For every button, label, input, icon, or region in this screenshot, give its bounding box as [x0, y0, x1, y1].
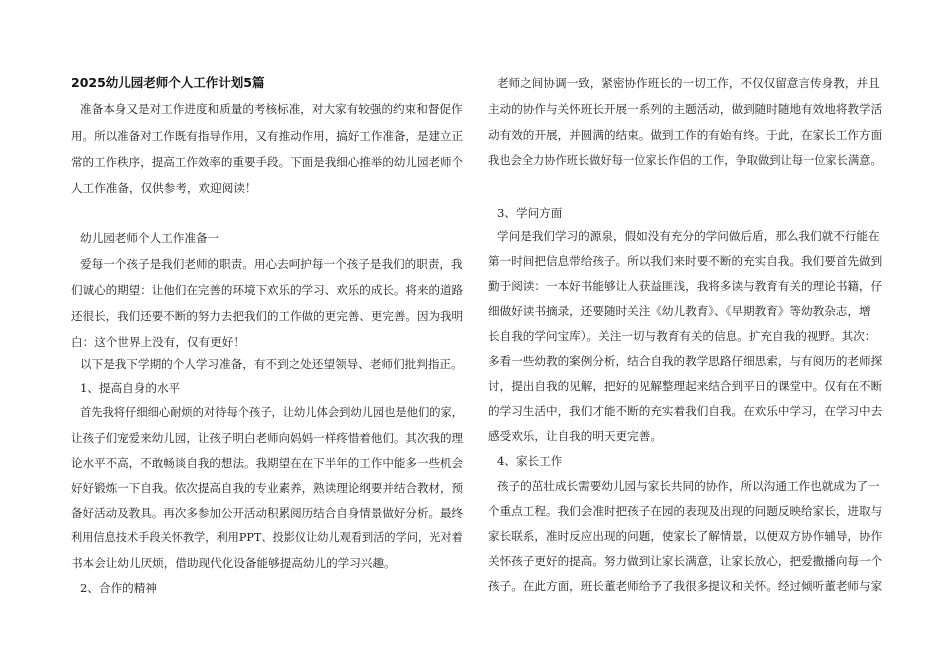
- paragraph-line: 们诚心的期望：让他们在完善的环境下欢乐的学习、欢乐的成长。将来的道路: [71, 283, 464, 297]
- intro-line: 准备本身又是对工作进度和质量的考核标准，对大家有较强的约束和督促作: [80, 102, 463, 116]
- paragraph-line: 还很长，我们还要不断的努力去把我们的工作做的更完善、更完善。因为我明: [71, 309, 464, 323]
- paragraph-line: 个重点工程。我们会准时把孩子在园的表现及出现的问题反映给家长，进取与: [488, 504, 883, 518]
- paragraph-line: 讨，提出自我的见解，把好的见解整理起来结合到平日的课堂中。仅有在不断: [488, 379, 883, 393]
- intro-line: 人工作准备，仅供参考，欢迎阅读！: [71, 181, 257, 195]
- paragraph-line: 细做好读书摘录，还要随时关注《幼儿教育》、《早期教育》等幼教杂志，增: [488, 304, 871, 318]
- paragraph-line: 让孩子们宠爱来幼儿园，让孩子明白老师向妈妈一样疼惜着他们。其次我的理: [71, 431, 464, 445]
- intro-line: 用。所以准备对工作既有指导作用，又有推动作用，搞好工作准备，是建立正: [71, 129, 464, 143]
- section-heading: 幼儿园老师个人工作准备一: [80, 231, 220, 245]
- paragraph-line: 我也会全力协作班长做好每一位家长作侣的工作，争取做到让每一位家长满意。: [488, 154, 882, 167]
- paragraph-line: 白：这个世界上没有，仅有更好！: [71, 335, 245, 349]
- paragraph-line: 好好锻炼一下自我。依次提高自我的专业素养，熟读理论纲要并结合教材，预: [71, 481, 464, 495]
- subsection-heading: 4、家长工作: [497, 454, 563, 468]
- subsection-heading: 2、合作的精神: [80, 581, 157, 595]
- subsection-heading: 1、提高自身的水平: [80, 381, 181, 395]
- subsection-heading: 3、学问方面: [497, 206, 563, 220]
- paragraph-line: 以下是我下学期的个人学习准备，有不到之处还望领导、老师们批判指正。: [80, 357, 463, 371]
- paragraph-line: 的学习生活中，我们才能不断的充实着我们自我。在欢乐中学习，在学习中去: [488, 404, 883, 418]
- paragraph-line: 老师之间协调一致，紧密协作班长的一切工作，不仅仅留意言传身教，并且: [497, 76, 880, 90]
- paragraph-line: 首先我将仔细细心耐烦的对待每个孩子，让幼儿体会到幼儿园也是他们的家，: [80, 406, 464, 419]
- paragraph-line: 第一时间把信息带给孩子。所以我们来时要不断的充实自我。我们要首先做到: [488, 254, 883, 268]
- paragraph-line: 长自我的学问宝库）。关注一切与教育有关的信息。扩充自我的视野。其次：: [488, 329, 877, 343]
- paragraph-line: 学问是我们学习的源泉，假如没有充分的学问做后盾，那么我们就不行能在: [497, 229, 880, 243]
- paragraph-line: 感受欢乐，让自我的明天更完善。: [488, 429, 662, 443]
- paragraph-line: 动有效的开展，并圆满的结束。做到工作的有始有终。于此，在家长工作方面: [488, 128, 883, 142]
- paragraph-line: 备好活动及教具。再次多参加公开活动积累阅历结合自身情景做好分析。最终: [71, 506, 464, 520]
- paragraph-line: 多看一些幼教的案例分析，结合自我的教学思路仔细思索，与有阅历的老师探: [488, 354, 883, 368]
- paragraph-line: 书本会让幼儿厌烦，借助现代化设备能够提高幼儿的学习兴趣。: [71, 556, 396, 570]
- paragraph-line: 孩子。在此方面，班长董老师给予了我很多提议和关怀。经过倾听董老师与家: [488, 579, 883, 593]
- paragraph-line: 孩子的茁壮成长需要幼儿园与家长共同的协作，所以沟通工作也就成为了一: [497, 479, 880, 493]
- paragraph-line: 关怀孩子更好的提高。努力做到让家长满意，让家长放心，把爱撒播向每一个: [488, 554, 883, 568]
- paragraph-line: 爱每一个孩子是我们老师的职责。用心去呵护每一个孩子是我们的职责，我: [80, 257, 463, 271]
- paragraph-line: 主动的协作与关怀班长开展一系列的主题活动，做到随时随地有效地将教学活: [488, 102, 883, 116]
- paragraph-line: 家长联系，准时反应出现的问题，使家长了解情景，以便双方协作辅导，协作: [488, 529, 883, 543]
- intro-line: 常的工作秩序，提高工作效率的重要手段。下面是我细心推举的幼儿园老师个: [71, 155, 464, 169]
- paragraph-line: 利用信息技术手段关怀教学，利用PPT、投影仪让幼儿观看到活的学问，光对着: [71, 531, 463, 544]
- paragraph-line: 勤于阅读：一本好书能够让人获益匪浅，我将多读与教育有关的理论书籍，仔: [488, 279, 883, 293]
- paragraph-line: 论水平不高，不敢畅谈自我的想法。我期望在在下半年的工作中能多一些机会: [71, 456, 464, 470]
- document-title: 2025幼儿园老师个人工作计划5篇: [71, 75, 265, 90]
